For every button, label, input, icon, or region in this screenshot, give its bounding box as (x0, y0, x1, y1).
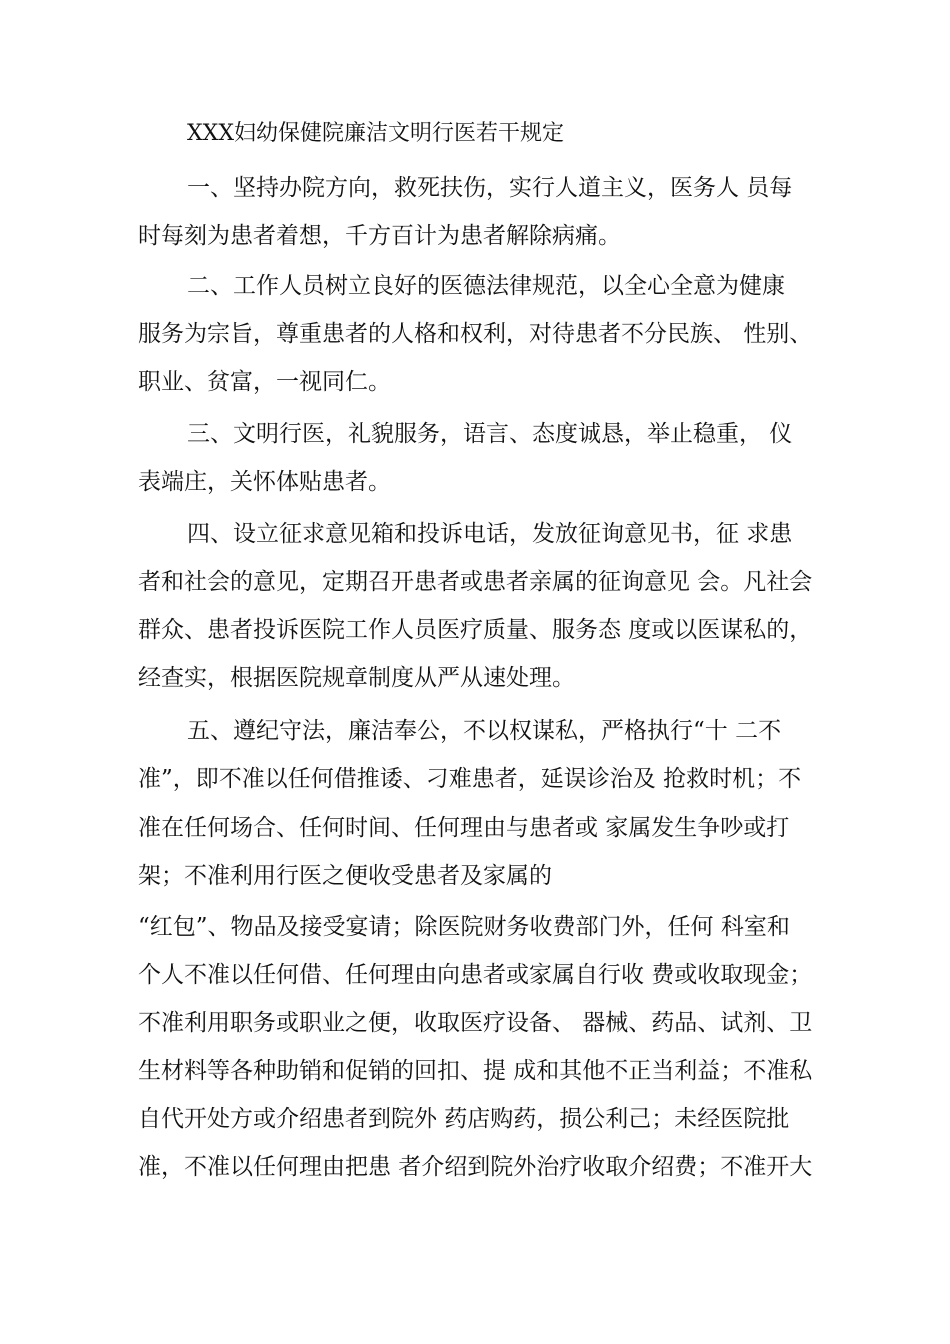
paragraph-4-line-2: 者和社会的意见，定期召开患者或患者亲属的征询意见 会。凡社会 (138, 569, 813, 595)
paragraph-5-line-9: 自代开处方或介绍患者到院外 药店购药，损公利己；未经医院批 (138, 1106, 790, 1132)
document-title: XXX妇幼保健院廉洁文明行医若干规定 (187, 121, 564, 146)
paragraph-3-line-2: 表端庄，关怀体贴患者。 (138, 469, 391, 495)
paragraph-5-line-2: 准”，即不准以任何借推诿、刁难患者，延误诊治及 抢救时机；不 (138, 766, 802, 792)
paragraph-4-line-3: 群众、患者投诉医院工作人员医疗质量、服务态 度或以医谋私的， (138, 617, 813, 643)
paragraph-5-line-5: “红包”、物品及接受宴请；除医院财务收费部门外，任何 科室和 (138, 914, 790, 940)
paragraph-4-line-4: 经查实，根据医院规章制度从严从速处理。 (138, 665, 575, 691)
paragraph-5-line-10: 准，不准以任何理由把患 者介绍到院外治疗收取介绍费；不准开大 (138, 1154, 813, 1180)
paragraph-2-line-3: 职业、贫富，一视同仁。 (138, 369, 391, 395)
paragraph-5-line-7: 不准利用职务或职业之便，收取医疗设备、 器械、药品、试剂、卫 (138, 1010, 813, 1036)
paragraph-3-line-1: 三、文明行医，礼貌服务，语言、态度诚恳，举止稳重， 仪 (187, 421, 793, 447)
paragraph-5-line-6: 个人不准以任何借、任何理由向患者或家属自行收 费或收取现金； (138, 962, 813, 988)
paragraph-4-line-1: 四、设立征求意见箱和投诉电话，发放征询意见书，征 求患 (187, 521, 793, 547)
paragraph-5-line-1: 五、遵纪守法，廉洁奉公，不以权谋私，严格执行“十 二不 (187, 718, 782, 744)
paragraph-1-line-1: 一、坚持办院方向，救死扶伤，实行人道主义，医务人 员每 (187, 175, 793, 201)
paragraph-2-line-2: 服务为宗旨，尊重患者的人格和权利，对待患者不分民族、 性别、 (138, 321, 813, 347)
paragraph-2-line-1: 二、工作人员树立良好的医德法律规范，以全心全意为健康 (187, 273, 785, 299)
paragraph-1-line-2: 时每刻为患者着想，千方百计为患者解除病痛。 (138, 223, 621, 249)
paragraph-5-line-8: 生材料等各种助销和促销的回扣、提 成和其他不正当利益；不准私 (138, 1058, 813, 1084)
paragraph-5-line-3: 准在任何场合、任何时间、任何理由与患者或 家属发生争吵或打 (138, 815, 790, 841)
paragraph-5-line-4: 架；不准利用行医之便收受患者及家属的 (138, 863, 552, 889)
